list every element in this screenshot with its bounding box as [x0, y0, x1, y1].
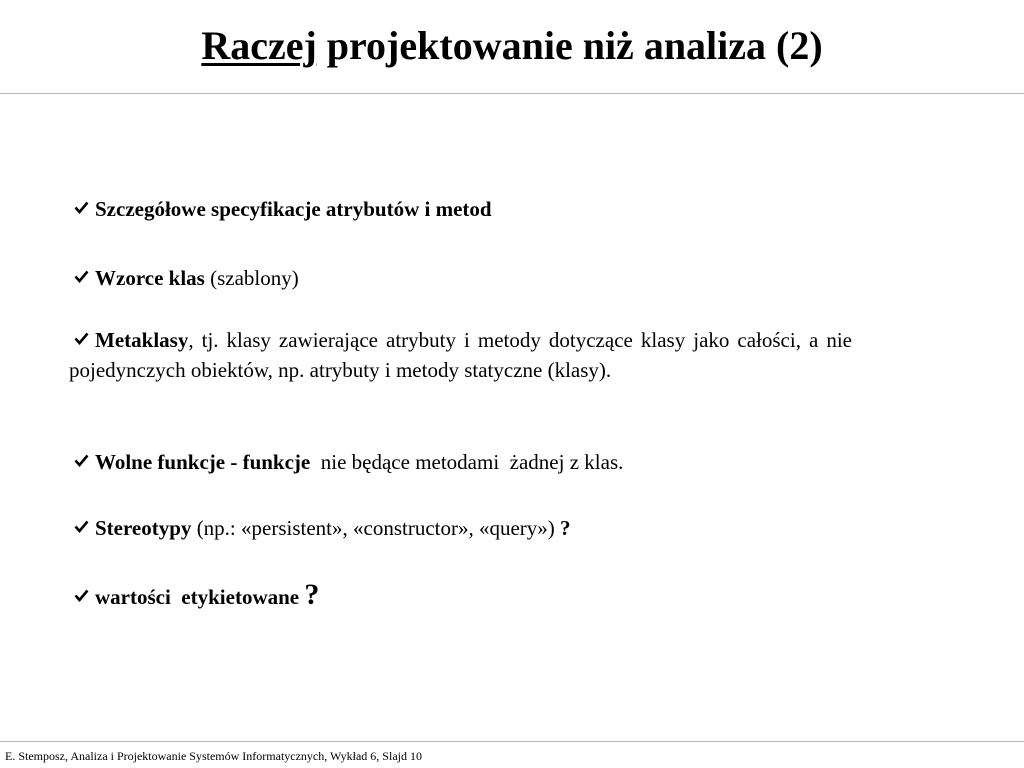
title-rest: projektowanie niż analiza (2) — [316, 23, 823, 68]
large-question-mark: ? — [304, 578, 320, 611]
bullet-item-free-functions — [69, 447, 852, 477]
bullet-item-specifications — [69, 194, 852, 224]
checkmark-icon — [74, 453, 89, 468]
bullet-text: nie będące metodami żadnej z klas. — [310, 450, 624, 474]
checkmark-icon — [74, 269, 89, 284]
title-underlined-word: Raczej — [201, 23, 317, 68]
bullet-bold-text: Szczegółowe specyfikacje atrybutów i metod — [95, 197, 492, 221]
footer-divider — [0, 741, 1024, 742]
title-divider — [0, 93, 1024, 94]
bullet-bold-text: wartości etykietowane — [95, 585, 300, 609]
bullet-item-class-templates — [69, 263, 852, 293]
checkmark-icon — [74, 519, 89, 534]
bullet-text: (np.: «persistent», «constructor», «query») — [191, 516, 561, 540]
checkmark-icon — [74, 331, 89, 346]
bullet-text: , tj. klasy zawierające atrybuty i metody dotyczące klasy jako całości, a nie pojedynczych obiektów, np. atrybuty i metody statyczne (klasy). — [69, 328, 852, 382]
bullet-bold-text: Wzorce klas — [95, 266, 205, 290]
bullet-text: (szablony) — [204, 266, 299, 290]
bullet-bold-text: Metaklasy — [95, 328, 189, 352]
bullet-item-tagged-values — [69, 578, 852, 612]
question-mark: ? — [560, 516, 571, 540]
checkmark-icon — [74, 588, 89, 603]
bullet-item-stereotypes — [69, 513, 852, 543]
slide-footer: E. Stemposz, Analiza i Projektowanie Systemów Informatycznych, Wykład 6, Slajd 10 — [5, 749, 422, 763]
checkmark-icon — [74, 200, 89, 215]
bullet-bold-text: Stereotypy — [95, 516, 192, 540]
bullet-bold-text: Wolne funkcje - funkcje — [95, 450, 311, 474]
bullet-item-metaclasses — [69, 325, 852, 385]
slide-title — [0, 22, 1024, 70]
